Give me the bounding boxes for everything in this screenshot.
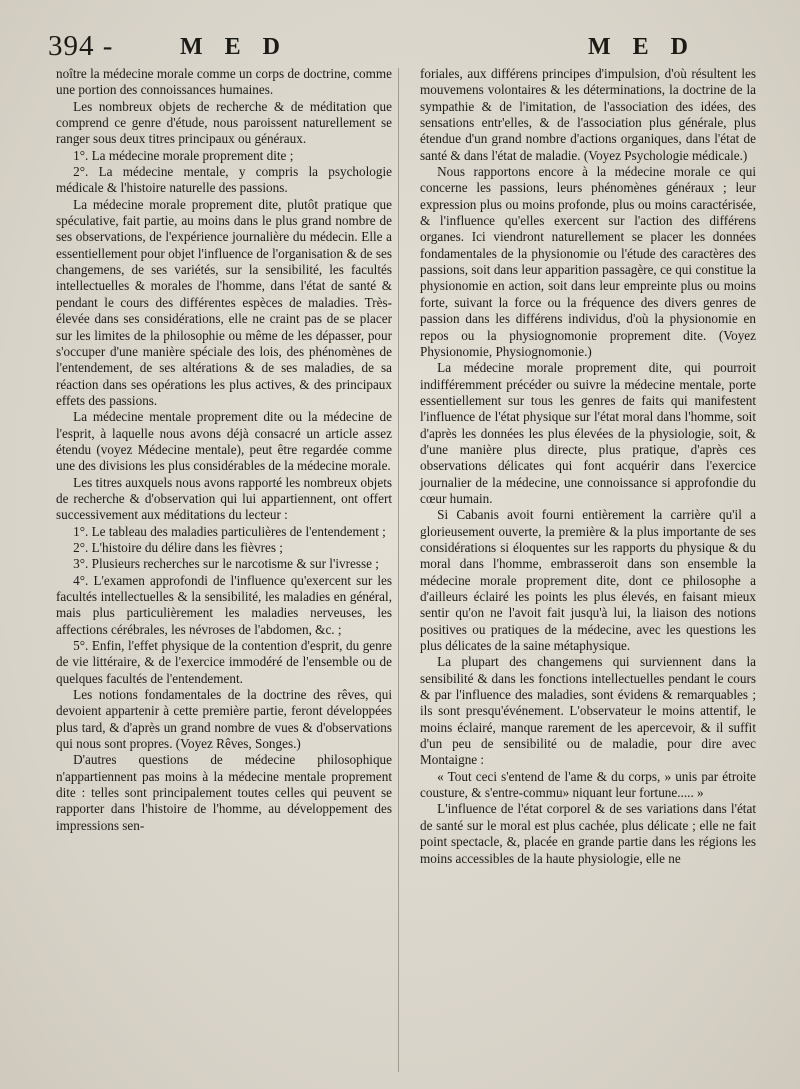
paragraph: La médecine mentale proprement dite ou la médecine de l'esprit, à laquelle nous avons déjà consacré un article assez étendu (voyez Médecine mentale), peut être regardée comme une des divisions les plus considérables de la médecine morale. bbox=[56, 409, 392, 474]
paragraph: noître la médecine morale comme un corps de doctrine, comme une portion des connoissances humaines. bbox=[56, 66, 392, 98]
paragraph: Si Cabanis avoit fourni entièrement la carrière qu'il a glorieusement ouverte, la première & la plus importante de ses considérations si éloquentes sur les rapports du physique & du moral dans l'homme, embrasseroit dans son ensemble la médecine morale proprement dite, dont ce philosophe a d'ailleurs éclairé les points les plus élevés, en faisant mieux sentir qu'on ne l'avoit fait jusqu'à lui, la liaison des notions positives ou pratiques de la médecine, avec les questions les plus délicates de la saine métaphysique. bbox=[420, 507, 756, 654]
list-item: 1°. La médecine morale proprement dite ; bbox=[73, 147, 294, 163]
quotation: « Tout ceci s'entend de l'ame & du corps, » unis par étroite cousture, & s'entre-commu» niquant leur fortune..... » bbox=[420, 768, 756, 801]
paragraph: Les notions fondamentales de la doctrine des rêves, qui devoient appartenir à cette première partie, feront développées plus tard, & d'après un grand nombre de vues & d'observations qui nous sont propres. (Voyez Rêves, Songes.) bbox=[56, 687, 392, 752]
page-number: 394 - bbox=[48, 30, 114, 62]
list-item: 5°. Enfin, l'effet physique de la contention d'esprit, du genre de vie littéraire, & de l'exercice immodéré de l'ensemble ou de quelques facultés de l'entendement. bbox=[56, 638, 392, 686]
paragraph: D'autres questions de médecine philosophique n'appartiennent pas moins à la médecine mentale proprement dite : telles sont principalement toutes celles qui peuvent se rapporter dans l'histoire de l'homme, au développement des impressions sen- bbox=[56, 752, 392, 833]
text-columns bbox=[56, 66, 756, 1076]
paragraph: L'influence de l'état corporel & de ses variations dans l'état de santé sur le moral est plus cachée, plus délicate ; elle ne fait point spectacle, &, placée en grande partie dans les régions les moins accessibles de la haute physiologie, elle ne bbox=[420, 801, 756, 866]
paragraph: Nous rapportons encore à la médecine morale ce qui concerne les passions, leurs phénomènes généraux ; leur expression plus ou moins profonde, plus ou moins caractérisée, & l'influence qu'elles exercent sur l'action des différens organes. Ici viendront naturellement se placer les données fondamentales de la physionomie ou l'étude des caractères des passions, soit dans leur apparition passagère, ce qui constitue la physionomie en action, soit dans leur empreinte plus ou moins forte, suivant la force ou la fréquence des divers genres de passion dans les différens individus, d'où la physionomie en repos ou la physiognomonie proprement dite. (Voyez Physionomie, Physiognomonie.) bbox=[420, 164, 756, 359]
paragraph: La médecine morale proprement dite, qui pourroit indifféremment précéder ou suivre la médecine mentale, porte essentiellement sur tous les genres de faits qui manifestent l'influence de l'état physique sur l'état moral dans l'homme, soit d'après les données les plus élevées de la physiologie, soit, & d'une manière plus directe, plus pratique, d'après ces observations délicates qui font acquérir dans l'exercice journalier de la médecine, une connoissance si approfondie du cœur humain. bbox=[420, 360, 756, 506]
list-item: 1°. Le tableau des maladies particulières de l'entendement ; bbox=[73, 523, 386, 539]
page-header bbox=[48, 30, 760, 70]
right-column bbox=[420, 66, 756, 1076]
paragraph: Les nombreux objets de recherche & de méditation que comprend ce genre d'étude, nous paroissent naturellement se ranger sous deux titres principaux ou généraux. bbox=[56, 98, 392, 147]
list-item: 2°. La médecine mentale, y compris la psychologie médicale & l'histoire naturelle des passions. bbox=[56, 164, 392, 196]
list-item: 2°. L'histoire du délire dans les fièvres ; bbox=[73, 539, 283, 555]
running-head-right: M E D bbox=[588, 34, 696, 60]
paragraph: foriales, aux différens principes d'impulsion, d'où résultent les mouvemens volontaires & les déterminations, la doctrine de la sympathie & de l'imitation, de l'association des idées, des sensations entr'elles, & de l'association plus générale, plus étendue d'un grand nombre d'actions organiques, dans l'état de santé & dans l'état de maladie. (Voyez Psychologie médicale.) bbox=[420, 66, 756, 163]
paragraph: La médecine morale proprement dite, plutôt pratique que spéculative, fait partie, au moins dans le plus grand nombre de ses observations, de l'expérience journalière du médecin. Elle a essentiellement pour objet l'influence de l'organisation & de ses changemens, de ses variétés, sur la sensibilité, les facultés intellectuelles & morales de l'homme, dans l'état de santé & pendant le cours des différentes espèces de maladies. Très-élevée dans ses considérations, elle ne craint pas de se placer sur les limites de la philosophie ou même de les dépasser, pour s'occuper d'une manière spéciale des lois, des phénomènes de l'entendement, de ses altérations & de ses maladies, de sa réaction dans ses opérations les plus actives, & des principaux effets des passions. bbox=[56, 196, 392, 408]
list-item: 3°. Plusieurs recherches sur le narcotisme & sur l'ivresse ; bbox=[73, 556, 379, 572]
list-item: 4°. L'examen approfondi de l'influence qu'exercent sur les facultés intellectuelles & la sensibilité, les maladies en général, mais plus particulièrement les maladies nerveuses, les affections cérébrales, les névroses de l'abdomen, &c. ; bbox=[56, 572, 392, 637]
paragraph: La plupart des changemens qui surviennent dans la sensibilité & dans les fonctions intellectuelles pendant le cours & par l'influence des maladies, sont évidens & remarquables ; ils sont presqu'événement. L'observateur le moins attentif, le moins éclairé, manque rarement de les apercevoir, & il suffit d'un peu de sensibilité ou de maladie, pour dire avec Montaigne : bbox=[420, 654, 756, 768]
paragraph: Les titres auxquels nous avons rapporté les nombreux objets de recherche & d'observation qui lui appartiennent, ont offert successivement aux méditations du lecteur : bbox=[56, 474, 392, 523]
running-head-left: M E D bbox=[180, 34, 288, 60]
left-column bbox=[56, 66, 392, 1076]
